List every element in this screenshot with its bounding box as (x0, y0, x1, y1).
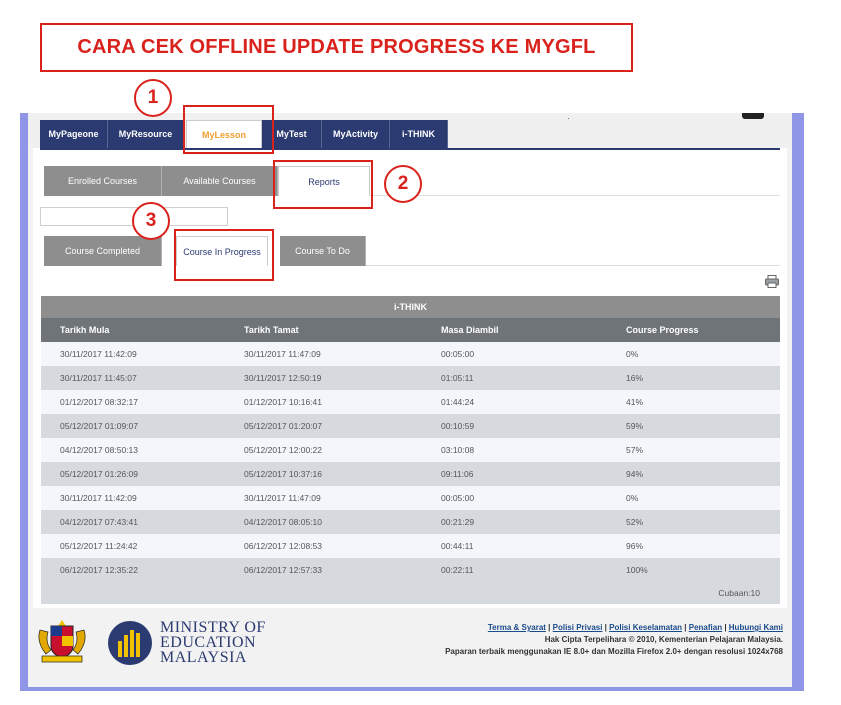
table-row (41, 342, 780, 366)
cell-progress: 57% (626, 445, 644, 455)
table-row (41, 462, 780, 486)
link-polisi-keselamatan[interactable]: Polisi Keselamatan (609, 623, 683, 632)
link-separator: | (602, 623, 610, 632)
cell-start: 30/11/2017 11:42:09 (60, 349, 137, 359)
nav-mytest[interactable]: MyTest (262, 120, 322, 148)
cell-start: 05/12/2017 01:26:09 (60, 469, 138, 479)
cell-progress: 100% (626, 565, 648, 575)
step-badge-3: 3 (132, 202, 170, 240)
top-bar-dot: · (567, 113, 570, 123)
table-row (41, 414, 780, 438)
cell-start: 05/12/2017 01:09:07 (60, 421, 138, 431)
nav-myactivity[interactable]: MyActivity (322, 120, 390, 148)
cell-progress: 52% (626, 517, 644, 527)
cell-duration: 00:22:11 (441, 565, 474, 575)
cell-start: 04/12/2017 07:43:41 (60, 517, 138, 527)
table-row (41, 438, 780, 462)
cell-end: 01/12/2017 10:16:41 (244, 397, 322, 407)
highlight-reports (273, 160, 373, 209)
report-tabs-divider (366, 265, 780, 266)
highlight-course-in-progress (174, 229, 274, 281)
table-header (41, 318, 780, 342)
table-row (41, 486, 780, 510)
cell-progress: 16% (626, 373, 644, 383)
header-tarikh-mula: Tarikh Mula (60, 325, 110, 335)
cell-progress: 0% (626, 493, 639, 503)
tutorial-headline: CARA CEK OFFLINE UPDATE PROGRESS KE MYGFL (40, 23, 633, 72)
cell-progress: 41% (626, 397, 644, 407)
cell-start: 01/12/2017 08:32:17 (60, 397, 138, 407)
cell-start: 04/12/2017 08:50:13 (60, 445, 138, 455)
tab-reports[interactable]: Reports (278, 166, 370, 196)
tab-course-completed[interactable]: Course Completed (44, 236, 162, 266)
cell-duration: 03:10:08 (441, 445, 475, 455)
footer-browser-note: Paparan terbaik menggunakan IE 8.0+ dan Mozilla Firefox 2.0+ dengan resolusi 1024x768 (445, 647, 783, 656)
tab-course-to-do[interactable]: Course To Do (280, 236, 366, 266)
cell-progress: 94% (626, 469, 644, 479)
cell-start: 06/12/2017 12:35:22 (60, 565, 138, 575)
nav-ithink[interactable]: i-THINK (390, 120, 448, 148)
footer-links (445, 622, 783, 634)
attempts-count: Cubaan:10 (41, 582, 780, 604)
cell-duration: 01:05:11 (441, 373, 474, 383)
link-terma-syarat[interactable]: Terma & Syarat (487, 623, 546, 632)
cell-end: 05/12/2017 12:00:22 (244, 445, 322, 455)
header-masa-diambil: Masa Diambil (441, 325, 499, 335)
cell-duration: 09:11:06 (441, 469, 474, 479)
cell-duration: 00:05:00 (441, 349, 475, 359)
ministry-line-2: EDUCATION (160, 634, 257, 651)
cell-duration: 00:05:00 (441, 493, 475, 503)
table-row (41, 366, 780, 390)
header-course-progress: Course Progress (626, 325, 699, 335)
step-badge-1: 1 (134, 79, 172, 117)
cell-end: 30/11/2017 11:47:09 (244, 349, 321, 359)
highlight-mylesson (183, 105, 274, 154)
ministry-logo-icon (106, 619, 154, 667)
link-hubungi-kami[interactable]: Hubungi Kami (728, 623, 783, 632)
link-penafian[interactable]: Penafian (688, 623, 723, 632)
ministry-name (160, 620, 266, 665)
cell-duration: 00:44:11 (441, 541, 474, 551)
cell-end: 05/12/2017 01:20:07 (244, 421, 322, 431)
tab-available-courses[interactable]: Available Courses (162, 166, 278, 196)
step-badge-2: 2 (384, 165, 422, 203)
footer-text (445, 622, 783, 658)
ministry-line-1: MINISTRY OF (160, 619, 266, 636)
nav-underline (40, 148, 780, 150)
cell-progress: 0% (626, 349, 639, 359)
table-row (41, 534, 780, 558)
cell-duration: 00:10:59 (441, 421, 475, 431)
link-separator: | (545, 623, 553, 632)
cell-duration: 01:44:24 (441, 397, 475, 407)
nav-mylesson[interactable]: MyLesson (186, 120, 262, 148)
cell-start: 30/11/2017 11:42:09 (60, 493, 137, 503)
cell-start: 30/11/2017 11:45:07 (60, 373, 137, 383)
cell-progress: 96% (626, 541, 644, 551)
link-separator: | (682, 623, 689, 632)
cell-progress: 59% (626, 421, 644, 431)
cell-end: 30/11/2017 12:50:19 (244, 373, 322, 383)
top-bar-widget (742, 113, 764, 119)
cell-start: 05/12/2017 11:24:42 (60, 541, 138, 551)
nav-myresource[interactable]: MyResource (108, 120, 184, 148)
tabs-divider (370, 195, 780, 196)
malaysia-coat-of-arms-icon (34, 616, 90, 666)
table-row (41, 558, 780, 582)
link-polisi-privasi[interactable]: Polisi Privasi (552, 623, 603, 632)
printer-icon[interactable] (765, 275, 779, 288)
tab-enrolled-courses[interactable]: Enrolled Courses (44, 166, 162, 196)
cell-end: 06/12/2017 12:57:33 (244, 565, 322, 575)
table-row (41, 510, 780, 534)
nav-mypageone[interactable]: MyPageone (40, 120, 108, 148)
ministry-line-3: MALAYSIA (160, 649, 247, 666)
footer-copyright: Hak Cipta Terpelihara © 2010, Kementerian Pelajaran Malaysia. (544, 635, 783, 644)
cell-end: 04/12/2017 08:05:10 (244, 517, 322, 527)
link-separator: | (722, 623, 729, 632)
tab-course-in-progress[interactable]: Course In Progress (176, 236, 268, 266)
cell-end: 30/11/2017 11:47:09 (244, 493, 321, 503)
cell-end: 05/12/2017 10:37:16 (244, 469, 322, 479)
header-tarikh-tamat: Tarikh Tamat (244, 325, 299, 335)
cell-duration: 00:21:29 (441, 517, 475, 527)
table-title: i-THINK (41, 296, 780, 318)
cell-end: 06/12/2017 12:08:53 (244, 541, 322, 551)
table-row (41, 390, 780, 414)
